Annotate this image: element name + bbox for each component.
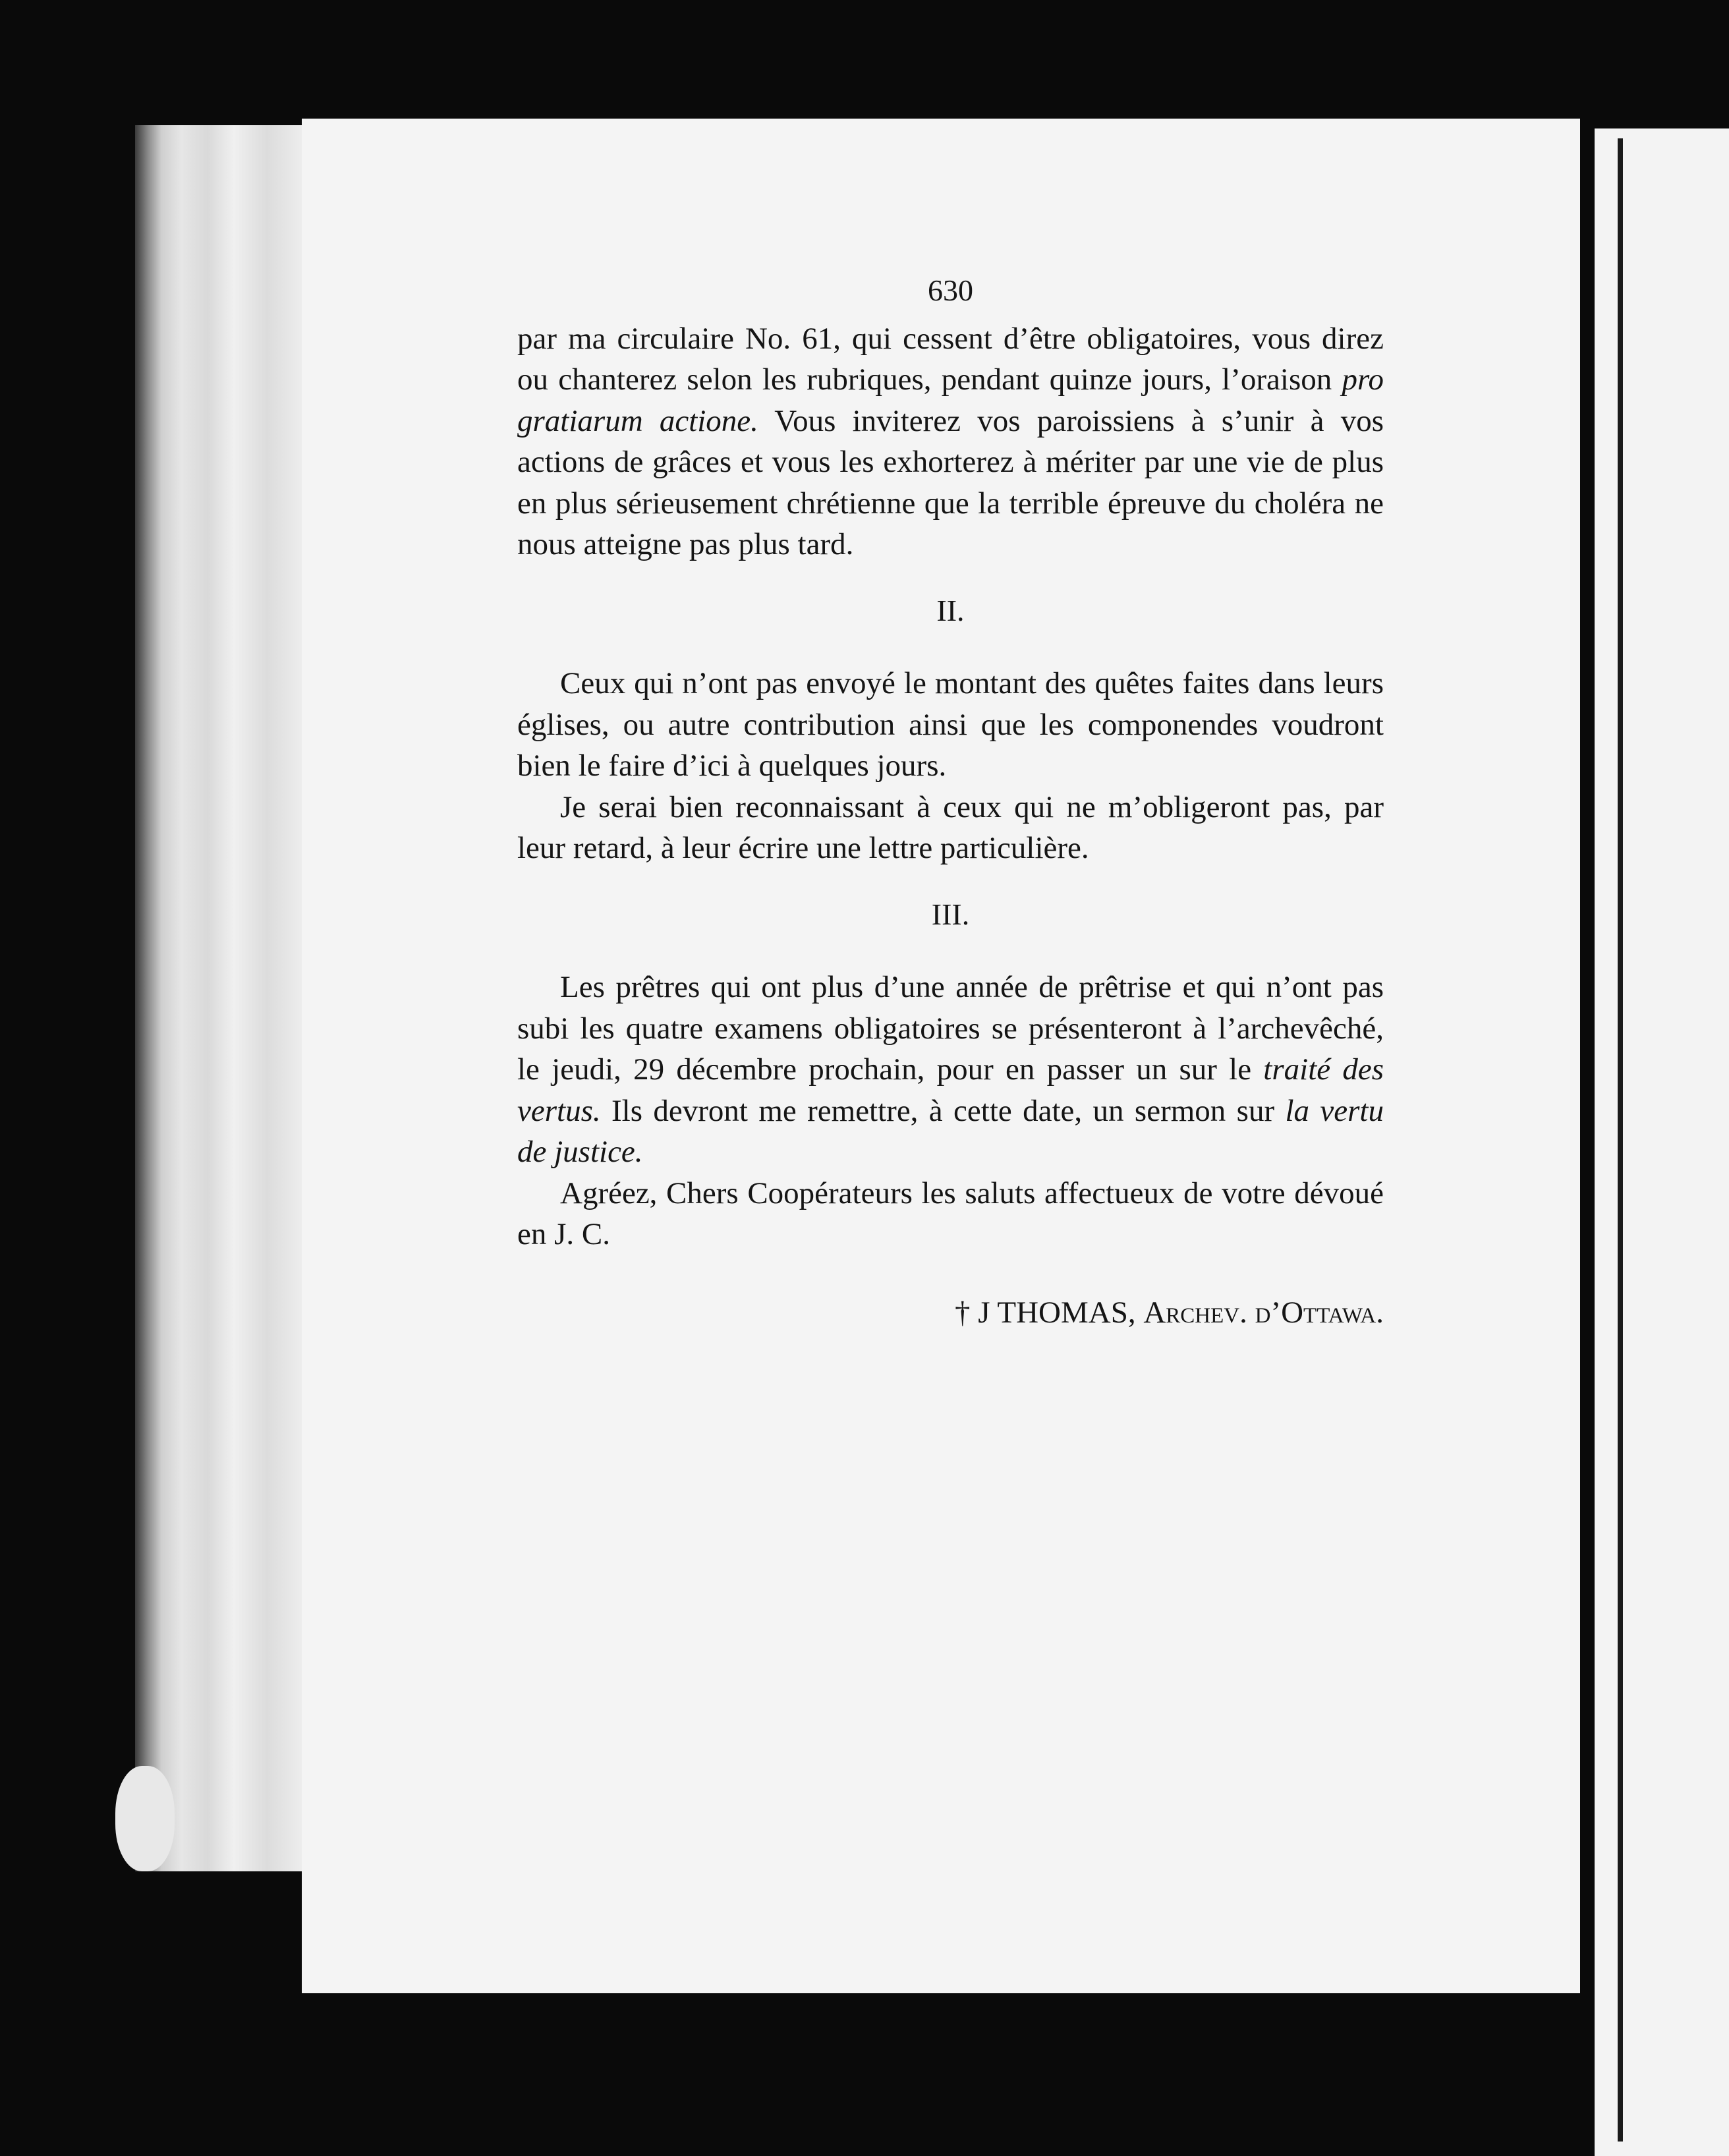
book-edge — [135, 125, 306, 1871]
signature — [517, 1292, 1384, 1334]
page-text — [517, 270, 1384, 1333]
paragraph-4-italic-1: traité des vertus. — [517, 1052, 1384, 1128]
paragraph-4-italic-2: la vertu de justice. — [517, 1093, 1384, 1169]
paragraph-1 — [517, 318, 1384, 565]
page-gutter-line — [1618, 138, 1623, 2142]
paragraph-1-italic: pro gratiarum actione. — [517, 362, 1384, 438]
signature-name: † J THOMAS, — [954, 1295, 1136, 1330]
paragraph-1-text-b: Vous inviterez vos paroissiens à s’unir à vos actions de grâces et vous les exhorterez à mériter par une vie de plus en plus sérieusement chrétienne que la terrible épreuve du choléra ne nous atteigne pas plus tard. — [517, 403, 1384, 561]
paragraph-3: Je serai bien reconnaissant à ceux qui ne m’obligeront pas, par leur retard, à leur écrire une lettre particulière. — [517, 789, 1384, 865]
paragraph-4-text-b: Ils devront me remettre, à cette date, un sermon sur — [600, 1093, 1286, 1128]
section-heading-2: II. — [936, 593, 965, 627]
paragraph-4-text-a: Les prêtres qui ont plus d’une année de prêtrise et qui n’ont pas subi les quatre examens obligatoires se présenteront à l’archevêché, le jeudi, 29 décembre prochain, pour en passer un sur le — [517, 970, 1384, 1087]
paragraph-2: Ceux qui n’ont pas envoyé le montant des quêtes faites dans leurs églises, ou autre contribution ainsi que les componendes voudront bien le faire d’ici à quelques jours. — [517, 666, 1384, 783]
paper-blot — [115, 1766, 175, 1871]
signature-title: Archev. d’Ottawa. — [1143, 1295, 1384, 1330]
paragraph-4 — [517, 967, 1384, 1173]
paragraph-5: Agréez, Chers Coopérateurs les saluts affectueux de votre dévoué en J. C. — [517, 1176, 1384, 1251]
page-number: 630 — [928, 273, 973, 307]
section-heading-3: III. — [931, 897, 970, 931]
paragraph-1-text-a: par ma circulaire No. 61, qui cessent d’être obligatoires, vous direz ou chanterez selon les rubriques, pendant quinze jours, l’oraison — [517, 321, 1384, 397]
facing-page — [1595, 128, 1729, 2156]
